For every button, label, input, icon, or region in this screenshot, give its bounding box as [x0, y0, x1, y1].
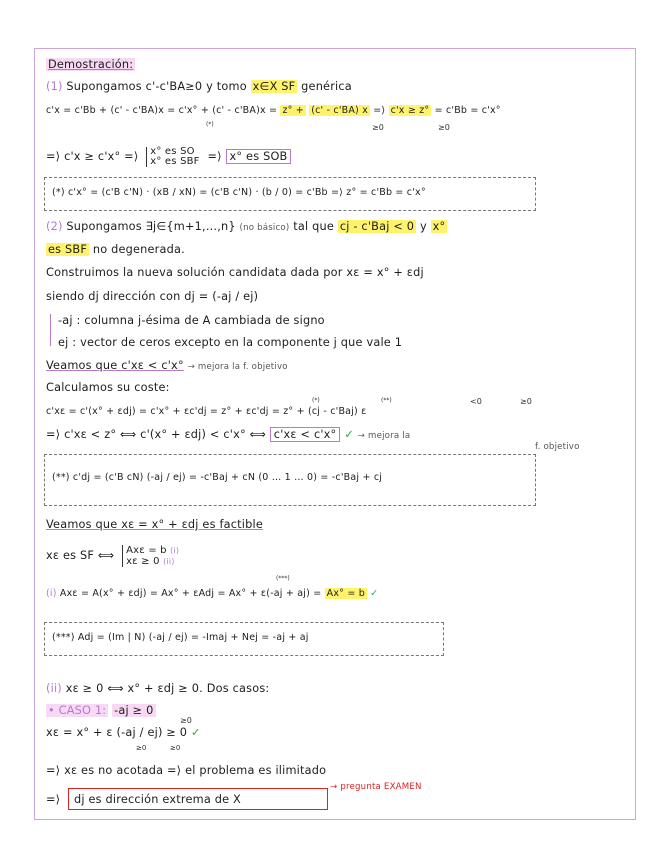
star-mark: (*): [206, 121, 214, 128]
highlight-text: c'x ≥ z°: [390, 105, 430, 116]
under-mark: ≥0: [438, 123, 450, 132]
line-11: Calculamos su coste:: [46, 381, 170, 394]
line-8: -aj : columna j-ésima de A cambiada de signo: [58, 314, 325, 327]
side-note: → mejora la f. objetivo: [187, 362, 288, 372]
line-16: [46, 588, 378, 599]
line-6: Construimos la nueva solución candidata dada por xε = x° + εdj: [46, 266, 424, 279]
check-icon: ✓: [344, 428, 354, 441]
boxed-result: x° es SOB: [226, 149, 292, 164]
highlight-text: z° +: [282, 105, 304, 116]
line-text: c'x = c'Bb + (c' - c'BA)x = c'x° + (c' - c'BA)x =: [46, 105, 278, 116]
title-text: Demostración:: [48, 58, 134, 71]
line-18: [46, 704, 156, 717]
case-number: (2): [46, 220, 63, 233]
side-note: → mejora la: [357, 431, 411, 441]
line-4: [46, 220, 447, 233]
line-text: no degenerada.: [92, 243, 185, 256]
line-text: =⟩ c'x ≥ c'x° =⟩: [46, 150, 139, 163]
highlight-text: x∈X SF: [252, 80, 296, 93]
over-mark: ≥0: [180, 716, 192, 725]
check-icon: ✓: [190, 726, 201, 739]
note-box-2-text: (**) c'dj = (c'B cN) (-aj / ej) = -c'Baj + cN (0 … 1 … 0) = -c'Baj + cj: [52, 472, 383, 483]
under-mark: ≥0: [136, 744, 147, 752]
star-mark: (***): [276, 575, 290, 582]
line-text: genérica: [301, 80, 352, 93]
line-2: [46, 105, 501, 116]
case-number: (i): [170, 546, 180, 555]
highlight-text: -aj ≥ 0: [114, 704, 154, 717]
line-text: =⟩: [373, 105, 386, 116]
line-15: [46, 545, 179, 567]
case-label: • CASO 1:: [48, 704, 107, 717]
proof-title: [46, 58, 135, 71]
highlight-text: x°: [432, 220, 446, 233]
system-brace: [122, 545, 179, 567]
line-text: Axε = A(x° + εdj) = Ax° + εAdj = Ax° + ε(-aj + aj) =: [59, 588, 322, 599]
over-mark: <0: [470, 397, 482, 406]
boxed-result: c'xε < c'x°: [270, 427, 341, 442]
exam-note: → pregunta EXAMEN: [330, 782, 422, 792]
bracket-line: [50, 314, 51, 346]
case-number: (i): [46, 588, 57, 599]
over-mark: ≥0: [520, 397, 532, 406]
line-text: =⟩: [46, 793, 61, 806]
line-13: [46, 428, 410, 441]
line-text: Veamos que c'xε < c'x°: [46, 359, 184, 372]
highlight-text: Ax° = b: [326, 588, 365, 599]
highlight-text: es SBF: [48, 243, 88, 256]
under-mark: ≥0: [372, 123, 384, 132]
side-note: (no básico): [239, 223, 290, 233]
line-text: xε ≥ 0 ⟺ x° + εdj ≥ 0. Dos casos:: [65, 682, 270, 695]
highlight-text: (c' - c'BA) x: [311, 105, 369, 116]
line-17: [46, 682, 269, 695]
system-line: Axε = b: [126, 545, 167, 556]
highlight-text: cj - c'Baj < 0: [339, 220, 415, 233]
case-number: (ii): [163, 557, 175, 566]
line-text: Supongamos c'-c'BA≥0 y tomo: [66, 80, 247, 93]
under-mark: ≥0: [170, 744, 181, 752]
system-line: x° es SO: [150, 146, 195, 157]
line-3: [46, 147, 291, 167]
system-line: xε ≥ 0: [126, 556, 160, 567]
line-7: siendo dj dirección con dj = (-aj / ej): [46, 290, 259, 303]
line-1: [46, 80, 352, 93]
star-mark: (**): [381, 397, 392, 404]
line-text: y: [419, 220, 427, 233]
line-text: Veamos que xε = x° + εdj es factible: [46, 518, 263, 531]
line-12: c'xε = c'(x° + εdj) = c'x° + εc'dj = z° + εc'dj = z° + (cj - c'Baj) ε: [46, 406, 367, 417]
star-mark: (*): [312, 397, 320, 404]
side-note-2: f. objetivo: [535, 442, 580, 452]
system-brace: [146, 147, 199, 167]
note-box-3-text: (***) Adj = (Im | N) (-aj / ej) = -Imaj + Nej = -aj + aj: [52, 632, 309, 643]
note-box-1-text: (*) c'x° = (c'B c'N) · (xB / xN) = (c'B c'N) · (b / 0) = c'Bb =⟩ z° = c'Bb = c'x°: [52, 187, 426, 198]
line-21: [46, 793, 60, 806]
line-10: [46, 359, 288, 372]
line-5: [46, 243, 185, 256]
line-9: ej : vector de ceros excepto en la componente j que vale 1: [58, 336, 403, 349]
line-text: xε es SF ⟺: [46, 549, 115, 562]
line-text: tal que: [293, 220, 335, 233]
case-number: (1): [46, 80, 63, 93]
line-14: [46, 518, 263, 531]
line-text: =⟩: [207, 150, 222, 163]
line-19: [46, 726, 201, 739]
line-text: =⟩ c'xε < z° ⟺ c'(x° + εdj) < c'x° ⟺: [46, 428, 266, 441]
case-number: (ii): [46, 682, 62, 695]
check-icon: ✓: [370, 588, 379, 599]
line-20: =⟩ xε es no acotada =⟩ el problema es ilimitado: [46, 764, 327, 777]
line-text: xε = x° + ε (-aj / ej) ≥ 0: [46, 726, 188, 739]
line-text: Supongamos ∃j∈{m+1,...,n}: [66, 220, 236, 233]
system-line: x° es SBF: [150, 156, 200, 167]
boxed-result-text: dj es dirección extrema de X: [74, 793, 241, 806]
line-text: = c'Bb = c'x°: [434, 105, 501, 116]
